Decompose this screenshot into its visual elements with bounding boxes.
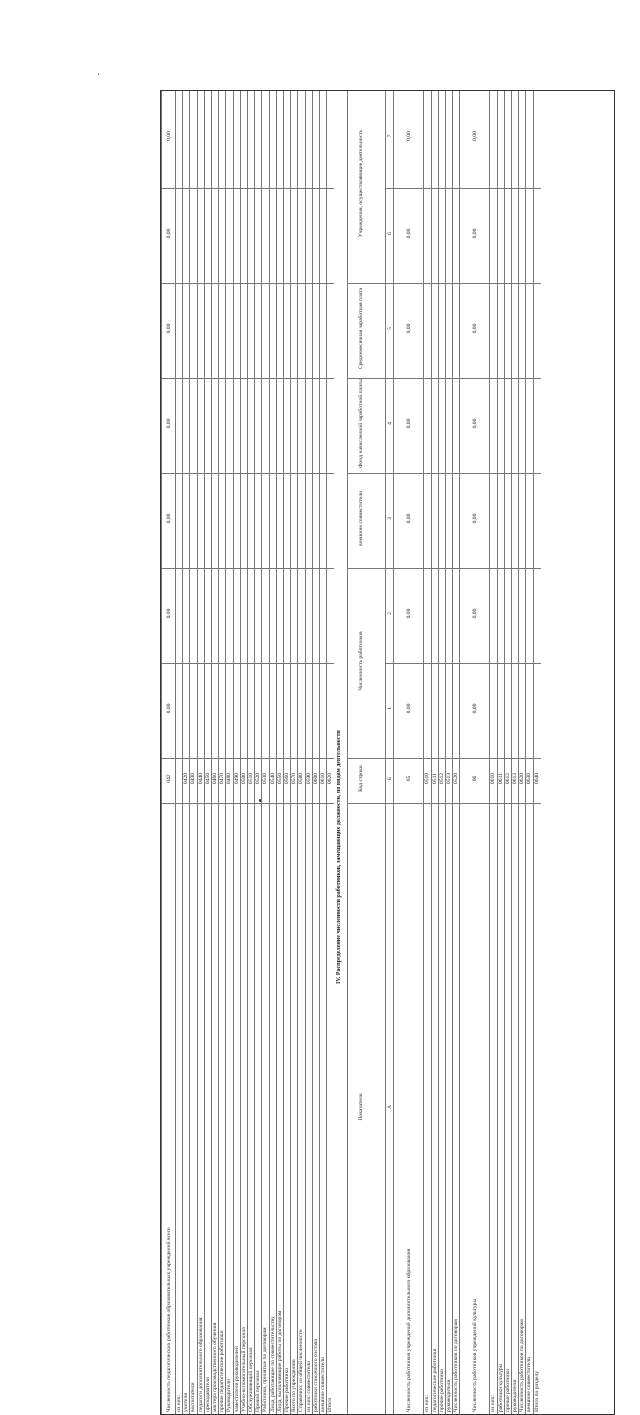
row-value: 0,00 [394, 84, 424, 189]
row-value [534, 374, 541, 474]
row-value [327, 469, 334, 569]
row-code: 0580 [298, 754, 305, 804]
header-cell: Показатели [358, 1093, 365, 1121]
row-label: Итого [327, 1397, 334, 1412]
row-code: 0610 [320, 754, 327, 804]
row-label: работники списочного состава [312, 1339, 319, 1412]
row-code: 0520 [255, 754, 262, 804]
table-row [393, 91, 424, 1414]
row-code: 0640 [534, 754, 541, 804]
row-label: Учебно-вспомогательный персонал [240, 1327, 247, 1412]
row-label: из них: [490, 1395, 497, 1412]
row-label: воспитатели [190, 1382, 197, 1412]
row-code: 0570 [291, 754, 298, 804]
row-value: 0,00 [460, 374, 490, 474]
row-value [327, 374, 334, 474]
row-value [534, 564, 541, 664]
row-code: 0420 [183, 754, 190, 804]
row-value [327, 659, 334, 759]
row-label: педагоги дополнительного образования [197, 1317, 204, 1412]
row-code: 0630 [526, 754, 533, 804]
row-label: Лица, выполняющие работы по договорам [276, 1310, 283, 1412]
row-value: 0,00 [162, 469, 176, 569]
column-number: Б [386, 754, 394, 804]
row-code: 0500 [241, 754, 248, 804]
row-value: 0,00 [162, 564, 176, 664]
row-code: 0430 [190, 754, 197, 804]
row-value: 0,00 [460, 84, 490, 189]
row-value: 0,00 [394, 184, 424, 284]
row-label: педагогические работники [431, 1348, 438, 1412]
row-value: 0,00 [460, 659, 490, 759]
row-code: 0613 [512, 754, 519, 804]
row-code: 0590 [306, 754, 313, 804]
row-label: Обслуживающий персонал [248, 1347, 254, 1412]
row-value [534, 469, 541, 569]
row-label: Справочно: из общей численности [298, 1329, 305, 1412]
row-label: прочие педагогические работники [219, 1330, 226, 1412]
row-label: Прочий персонал [255, 1370, 262, 1412]
header-cell: внешние совместители [348, 469, 386, 569]
row-code: 0480 [226, 754, 233, 804]
column-number: 4 [386, 374, 394, 474]
row-value [327, 184, 334, 284]
header-cell: Численность работников [348, 564, 386, 759]
row-code: 0511 [432, 754, 439, 804]
row-code: 0610 [490, 754, 497, 804]
scan-speck [98, 73, 99, 75]
row-label: Руководители [226, 1379, 233, 1412]
row-label: из них: [424, 1395, 431, 1412]
row-code: 0540 [270, 754, 277, 804]
table-row [533, 91, 541, 1414]
row-value [327, 84, 334, 189]
row-code: 0513 [446, 754, 453, 804]
row-code: 0611 [498, 754, 505, 804]
row-label: учителя [183, 1393, 190, 1412]
row-label: Прочие работники [284, 1367, 290, 1412]
row-code: 0512 [439, 754, 446, 804]
column-number: 6 [386, 184, 394, 284]
row-label: Всего по учреждению [291, 1359, 298, 1412]
row-code: 0520 [453, 754, 460, 804]
row-label: Итого по разделу [533, 1370, 540, 1412]
row-value: 0,00 [162, 659, 176, 759]
row-value: 0,00 [460, 469, 490, 569]
row-label: Численность педагогических работников образовательных учреждений всего [166, 1227, 172, 1412]
row-label: Численность работников учреждений культуры [472, 1298, 479, 1412]
row-code: 0440 [198, 754, 205, 804]
row-code: 0550 [277, 754, 284, 804]
column-number: 3 [386, 469, 394, 569]
row-label: Численность работников учреждений дополнительного образования [406, 1248, 413, 1412]
row-value [534, 84, 541, 189]
header-cell: Учреждения, осуществляющие деятельность [348, 84, 386, 284]
header-cell: Код строки [348, 754, 386, 804]
row-value: 0,00 [460, 184, 490, 284]
row-code: 0620 [327, 754, 334, 804]
row-code: 0510 [248, 754, 255, 804]
column-number: 7 [386, 84, 394, 189]
row-value: 0,00 [394, 659, 424, 759]
row-code: 0460 [212, 754, 219, 804]
row-value: 0,00 [162, 374, 176, 474]
row-code: 0450 [205, 754, 212, 804]
row-value [327, 279, 334, 379]
row-code: 0490 [234, 754, 241, 804]
row-code: 0560 [284, 754, 291, 804]
row-code: 0600 [313, 754, 320, 804]
rotated-report-table [160, 90, 615, 1415]
row-label: прочие работники [438, 1368, 445, 1412]
row-label: внешние совместители [526, 1357, 533, 1412]
row-code: 0612 [505, 754, 512, 804]
row-code: 0470 [219, 754, 226, 804]
row-code: 0510 [424, 754, 431, 804]
header-cell: Фонд начисленной заработной платы [348, 374, 386, 474]
column-number: 5 [386, 279, 394, 379]
row-label: заместители руководителей [233, 1346, 240, 1412]
column-number: 1 [386, 659, 394, 759]
row-value: 0,00 [460, 279, 490, 379]
header-cell: Среднемесячная заработная плата [348, 279, 386, 379]
row-label: из них: [176, 1395, 182, 1412]
section-iv-title: IV. Распределение численности работников, замещающих должности, по видам деятельности [336, 730, 343, 984]
row-label: Работники, принятые по договорам [262, 1327, 269, 1412]
row-value: 0,00 [162, 184, 176, 284]
row-value: 0,00 [394, 469, 424, 569]
row-value [534, 659, 541, 759]
row-value: 0,00 [162, 279, 176, 379]
row-code: 0530 [262, 754, 269, 804]
row-value [327, 564, 334, 664]
row-value: 0,00 [394, 279, 424, 379]
row-label: работники культуры [497, 1363, 504, 1412]
row-label: Численность работников по договорам [519, 1319, 526, 1412]
row-label: мастера производственного обучения [212, 1322, 218, 1412]
table-row [459, 91, 490, 1414]
row-label: внешние совместители [320, 1357, 326, 1412]
table-row [326, 91, 334, 1414]
row-value: 0,00 [394, 564, 424, 664]
column-number: А [387, 1104, 394, 1110]
row-value: 0,00 [162, 84, 176, 189]
row-label: Численность работников по договорам [453, 1319, 460, 1412]
row-value [534, 184, 541, 284]
row-label: преподаватели [204, 1377, 211, 1412]
row-label: Лица, работающие по совместительству [269, 1316, 276, 1412]
row-code: 05 [394, 754, 424, 804]
row-label: из них: совместители [305, 1361, 312, 1412]
row-value: 0,00 [460, 564, 490, 664]
column-number: 2 [386, 564, 394, 664]
row-label: руководители [512, 1379, 518, 1412]
row-code: 0620 [519, 754, 526, 804]
row-code: 06 [460, 754, 490, 804]
row-value: 0,00 [394, 374, 424, 474]
row-label: руководители [446, 1379, 452, 1412]
header-row [347, 91, 386, 1414]
row-code: 042 [162, 754, 176, 804]
row-label: прочие работники [504, 1368, 511, 1412]
table-row [161, 91, 176, 1414]
row-value [534, 279, 541, 379]
